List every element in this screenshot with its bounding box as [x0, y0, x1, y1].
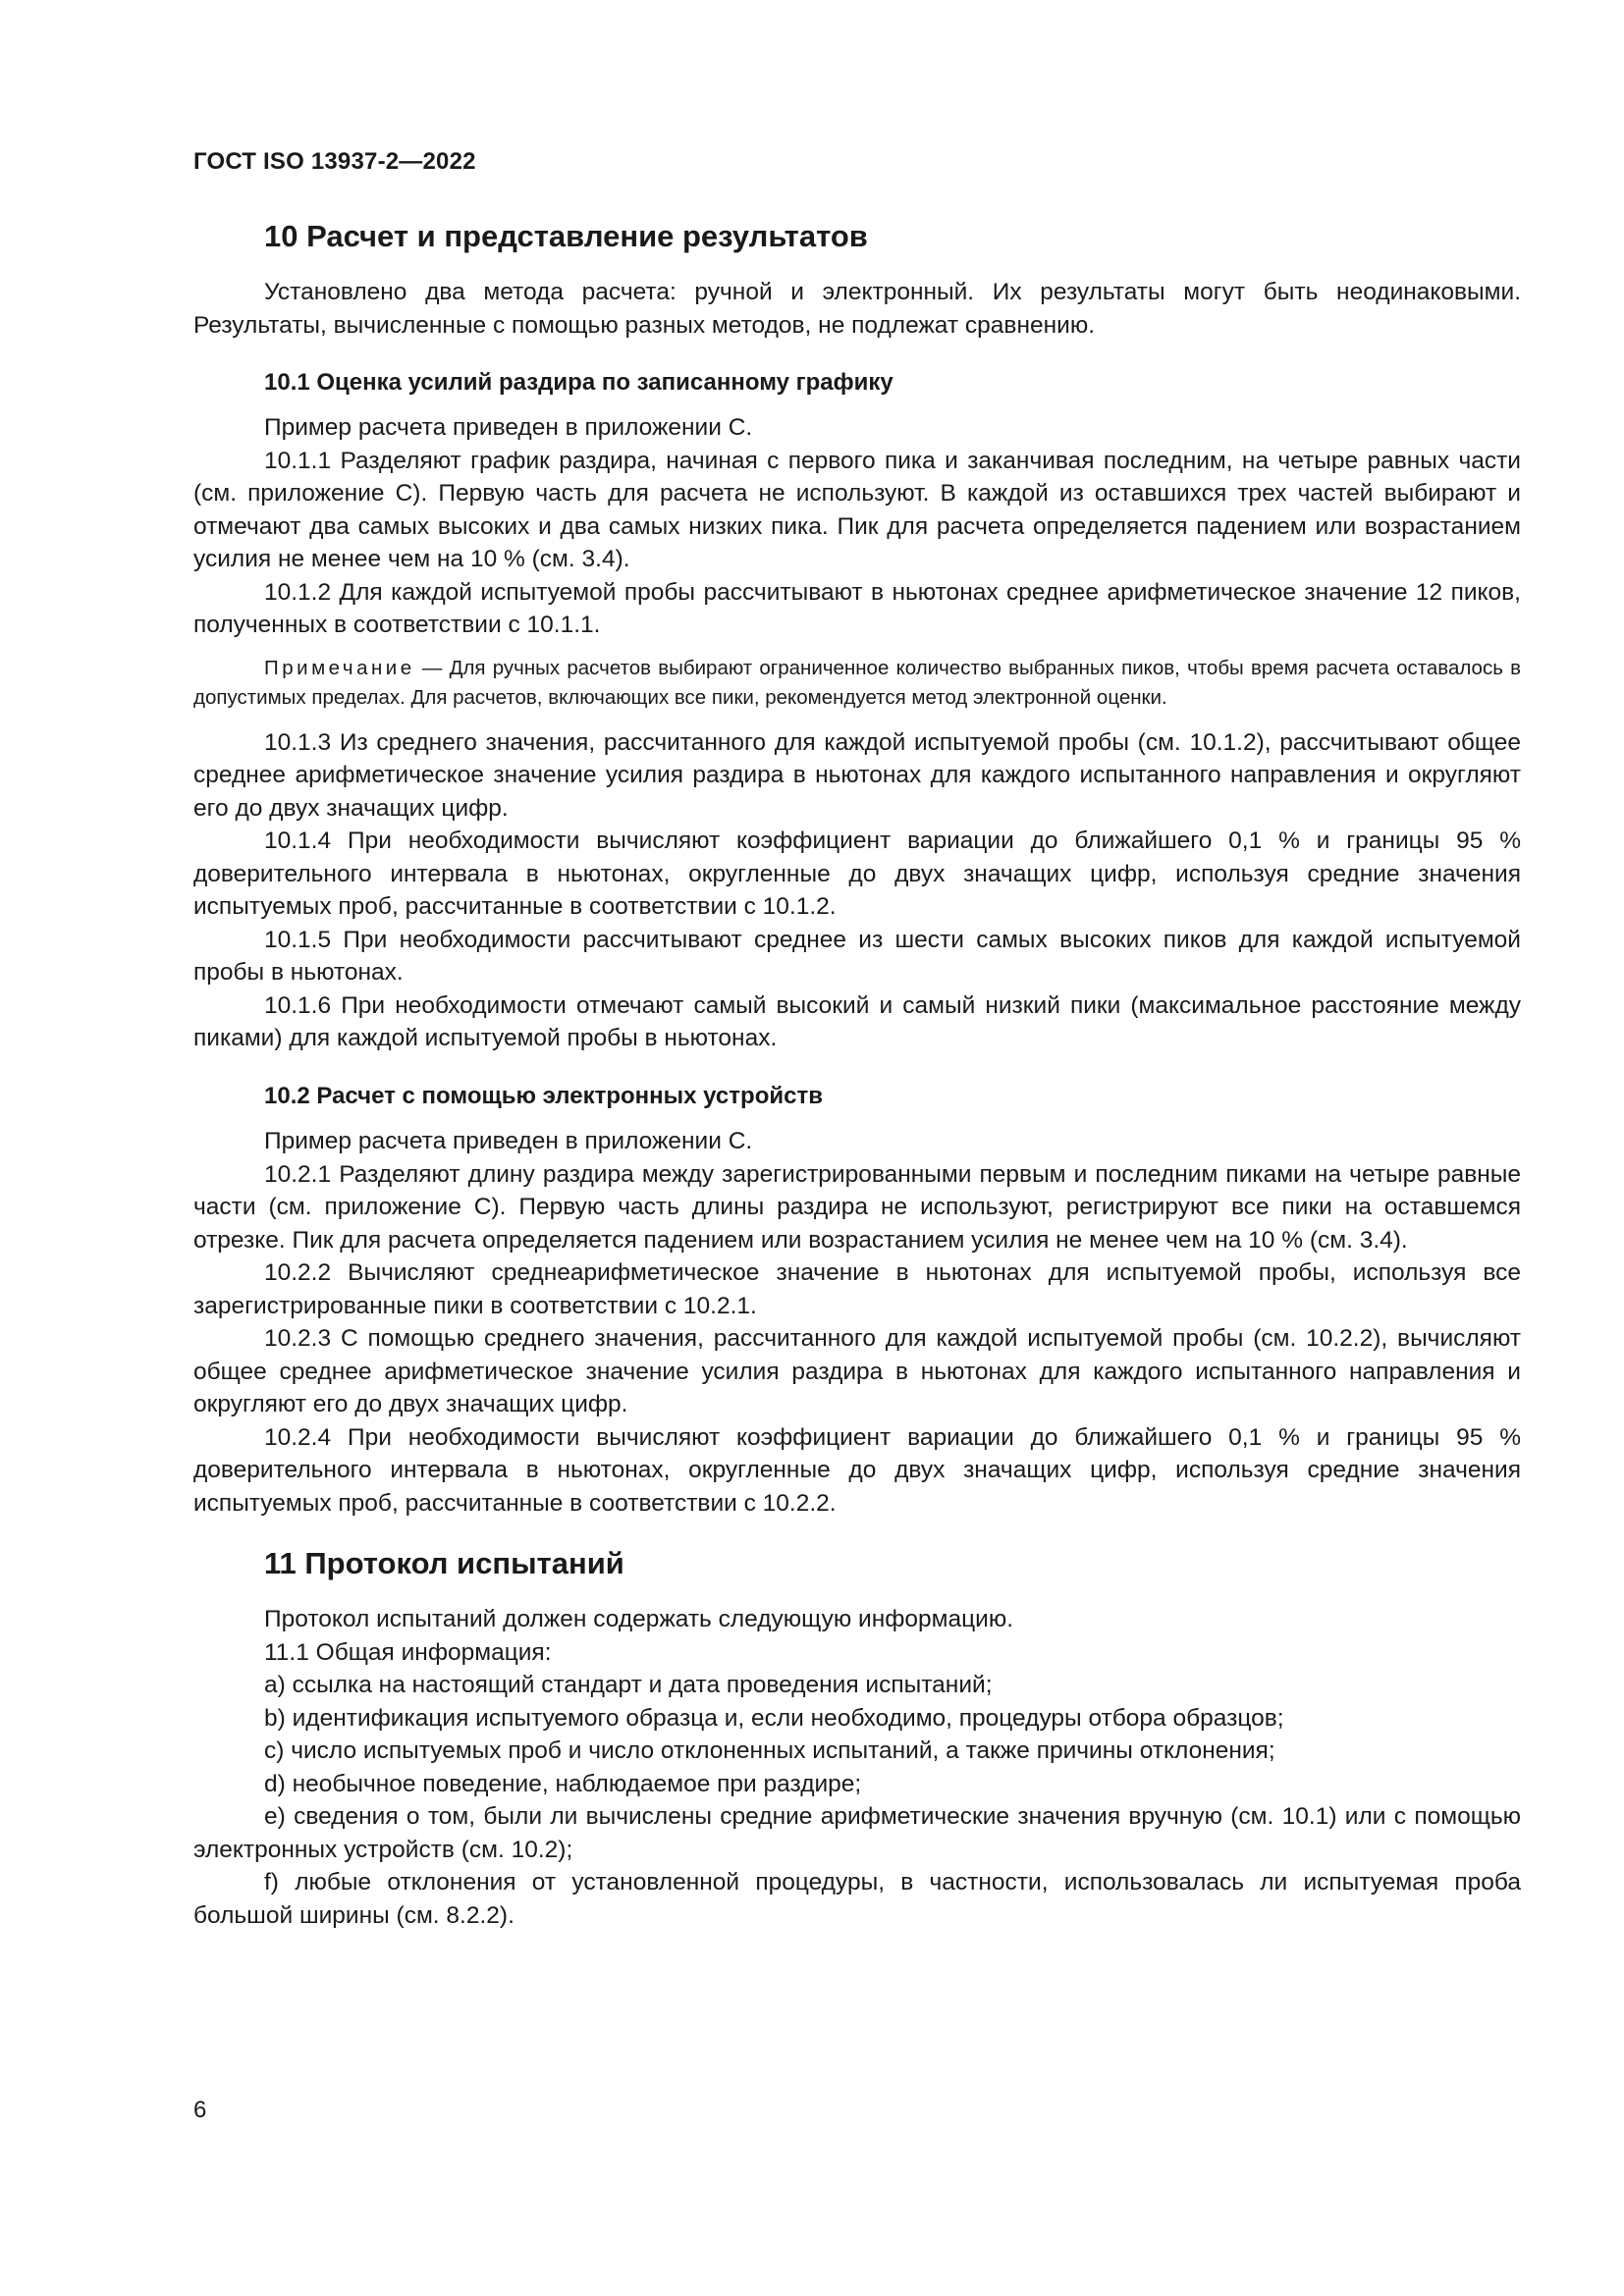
note-text: — Для ручных расчетов выбирают ограниченное количество выбранных пиков, чтобы время расчета оставалось в допустимых пределах. Для расчетов, включающих все пики, рекомендуется метод электронной оценки.	[193, 656, 1521, 709]
list-item: a) ссылка на настоящий стандарт и дата проведения испытаний;	[264, 1672, 993, 1699]
list-item: b) идентификация испытуемого образца и, если необходимо, процедуры отбора образцов;	[264, 1704, 1284, 1732]
paragraph: 10.2.2 Вычисляют среднеарифметическое значение в ньютонах для испытуемой пробы, используя все зарегистрированные пики в соответствии с 10.2.1.	[193, 1259, 1521, 1319]
list-item: c) число испытуемых проб и число отклоненных испытаний, а также причины отклонения;	[264, 1737, 1275, 1765]
section-11-title: 11 Протокол испытаний	[264, 1546, 624, 1581]
paragraph: 11.1 Общая информация:	[264, 1638, 552, 1666]
list-item: d) необычное поведение, наблюдаемое при раздире;	[264, 1770, 862, 1797]
note-label: Примечание	[264, 656, 415, 679]
paragraph: 10.1.1 Разделяют график раздира, начиная с первого пика и заканчивая последним, на четыре равных части (см. приложение С). Первую часть для расчета не используют. В каждой из оставшихся трех частей выбирают и отмечают два самых высоких и два самых низких пика. Пик для расчета определяется падением или возрастанием усилия не менее чем на 10 % (см. 3.4).	[193, 447, 1521, 573]
document-body	[193, 218, 1521, 1932]
paragraph: 10.1.6 При необходимости отмечают самый высокий и самый низкий пики (максимальное расстояние между пиками) для каждой испытуемой пробы в ньютонах.	[193, 991, 1521, 1052]
paragraph: Пример расчета приведен в приложении С.	[264, 414, 753, 442]
list-item: e) сведения о том, были ли вычислены средние арифметические значения вручную (см. 10.1) или с помощью электронных устройств (см. 10.2);	[193, 1803, 1521, 1863]
paragraph: Пример расчета приведен в приложении С.	[264, 1128, 753, 1155]
paragraph: 10.2.1 Разделяют длину раздира между зарегистрированными первым и последним пиками на четыре равные части (см. приложение С). Первую часть длины раздира не используют, регистрируют все пики на оставшемся отрезке. Пик для расчета определяется падением или возрастанием усилия не менее чем на 10 % (см. 3.4).	[193, 1160, 1521, 1254]
paragraph: 10.2.4 При необходимости вычисляют коэффициент вариации до ближайшего 0,1 % и границы 95 % доверительного интервала в ньютонах, округленные до двух значащих цифр, используя средние значения испытуемых проб, рассчитанные в соответствии с 10.2.2.	[193, 1423, 1521, 1517]
paragraph: 10.1.5 При необходимости рассчитывают среднее из шести самых высоких пиков для каждой испытуемой пробы в ньютонах.	[193, 926, 1521, 987]
paragraph: 10.1.2 Для каждой испытуемой пробы рассчитывают в ньютонах среднее арифметическое значение 12 пиков, полученных в соответствии с 10.1.1.	[193, 578, 1521, 639]
paragraph: Протокол испытаний должен содержать следующую информацию.	[264, 1606, 1014, 1633]
paragraph: 10.1.3 Из среднего значения, рассчитанного для каждой испытуемой пробы (см. 10.1.2), рассчитывают общее среднее арифметическое значение усилия раздира в ньютонах для каждого испытанного направления и округляют его до двух значащих цифр.	[193, 728, 1521, 822]
section-10-2-title: 10.2 Расчет с помощью электронных устройств	[264, 1082, 823, 1109]
note	[193, 654, 1521, 713]
section-10-1-title: 10.1 Оценка усилий раздира по записанному графику	[264, 369, 893, 397]
page-number: 6	[193, 2097, 207, 2123]
paragraph: 10.2.3 С помощью среднего значения, рассчитанного для каждой испытуемой пробы (см. 10.2.2), вычисляют общее среднее арифметическое значение усилия раздира в ньютонах для каждого испытанного направления и округляют его до двух значащих цифр.	[193, 1325, 1521, 1418]
section-10-intro: Установлено два метода расчета: ручной и электронный. Их результаты могут быть неодинаковыми. Результаты, вычисленные с помощью разных методов, не подлежат сравнению.	[193, 279, 1521, 339]
list-item: f) любые отклонения от установленной процедуры, в частности, использовалась ли испытуемая проба большой ширины (см. 8.2.2).	[193, 1869, 1521, 1929]
section-10-title: 10 Расчет и представление результатов	[264, 219, 868, 253]
paragraph: 10.1.4 При необходимости вычисляют коэффициент вариации до ближайшего 0,1 % и границы 95 % доверительного интервала в ньютонах, округленные до двух значащих цифр, используя средние значения испытуемых проб, рассчитанные в соответствии с 10.1.2.	[193, 828, 1521, 921]
document-header: ГОСТ ISO 13937-2—2022	[193, 148, 476, 175]
